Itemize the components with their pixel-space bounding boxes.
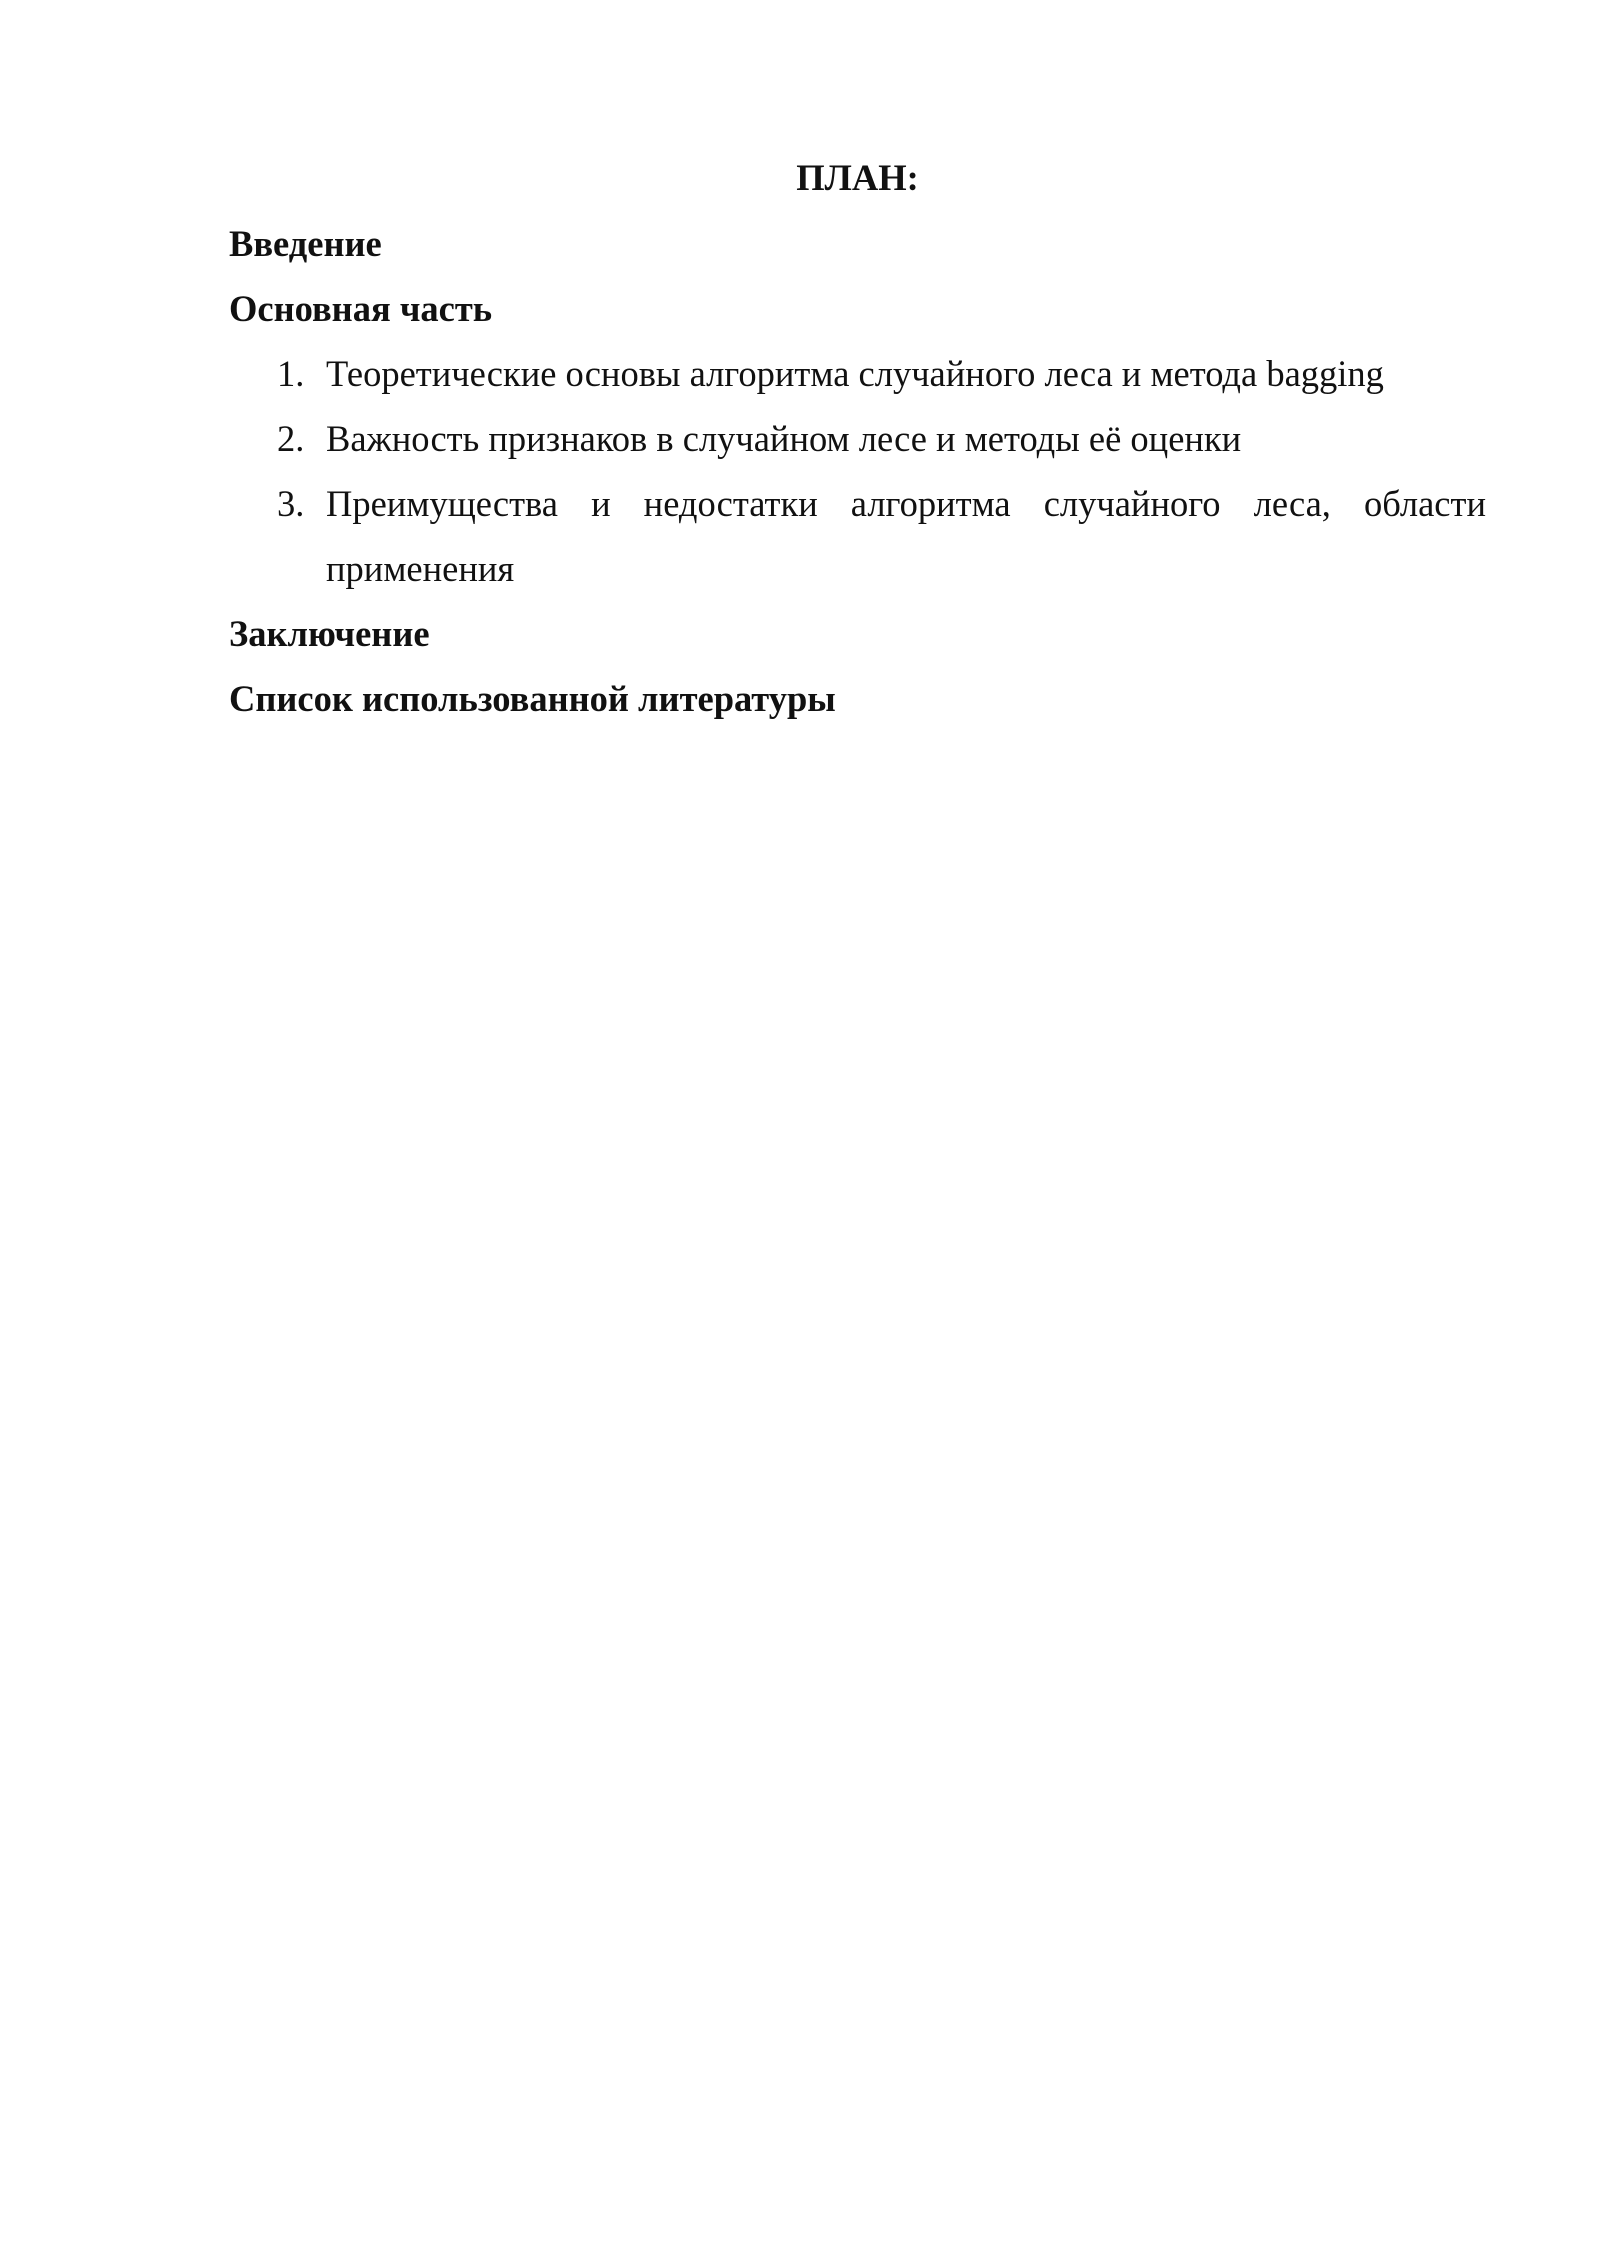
list-item-text: Преимущества и недостатки алгоритма случайного леса, области применения: [326, 483, 1486, 589]
toc-list: [229, 341, 1486, 601]
page-title: ПЛАН:: [796, 157, 919, 198]
list-item-number: 2.: [277, 418, 305, 459]
list-item-number: 1.: [277, 353, 305, 394]
list-item-text: Важность признаков в случайном лесе и методы её оценки: [326, 418, 1242, 459]
list-item: [229, 341, 1486, 406]
section-references: Список использованной литературы: [229, 678, 836, 719]
document-content: [229, 145, 1486, 731]
section-main: Основная часть: [229, 288, 493, 329]
list-item-text: Теоретические основы алгоритма случайного леса и метода bagging: [326, 353, 1384, 394]
list-item: [229, 471, 1486, 601]
list-item-number: 3.: [277, 483, 305, 524]
section-intro: Введение: [229, 223, 382, 264]
list-item: [229, 406, 1486, 471]
section-conclusion: Заключение: [229, 613, 430, 654]
